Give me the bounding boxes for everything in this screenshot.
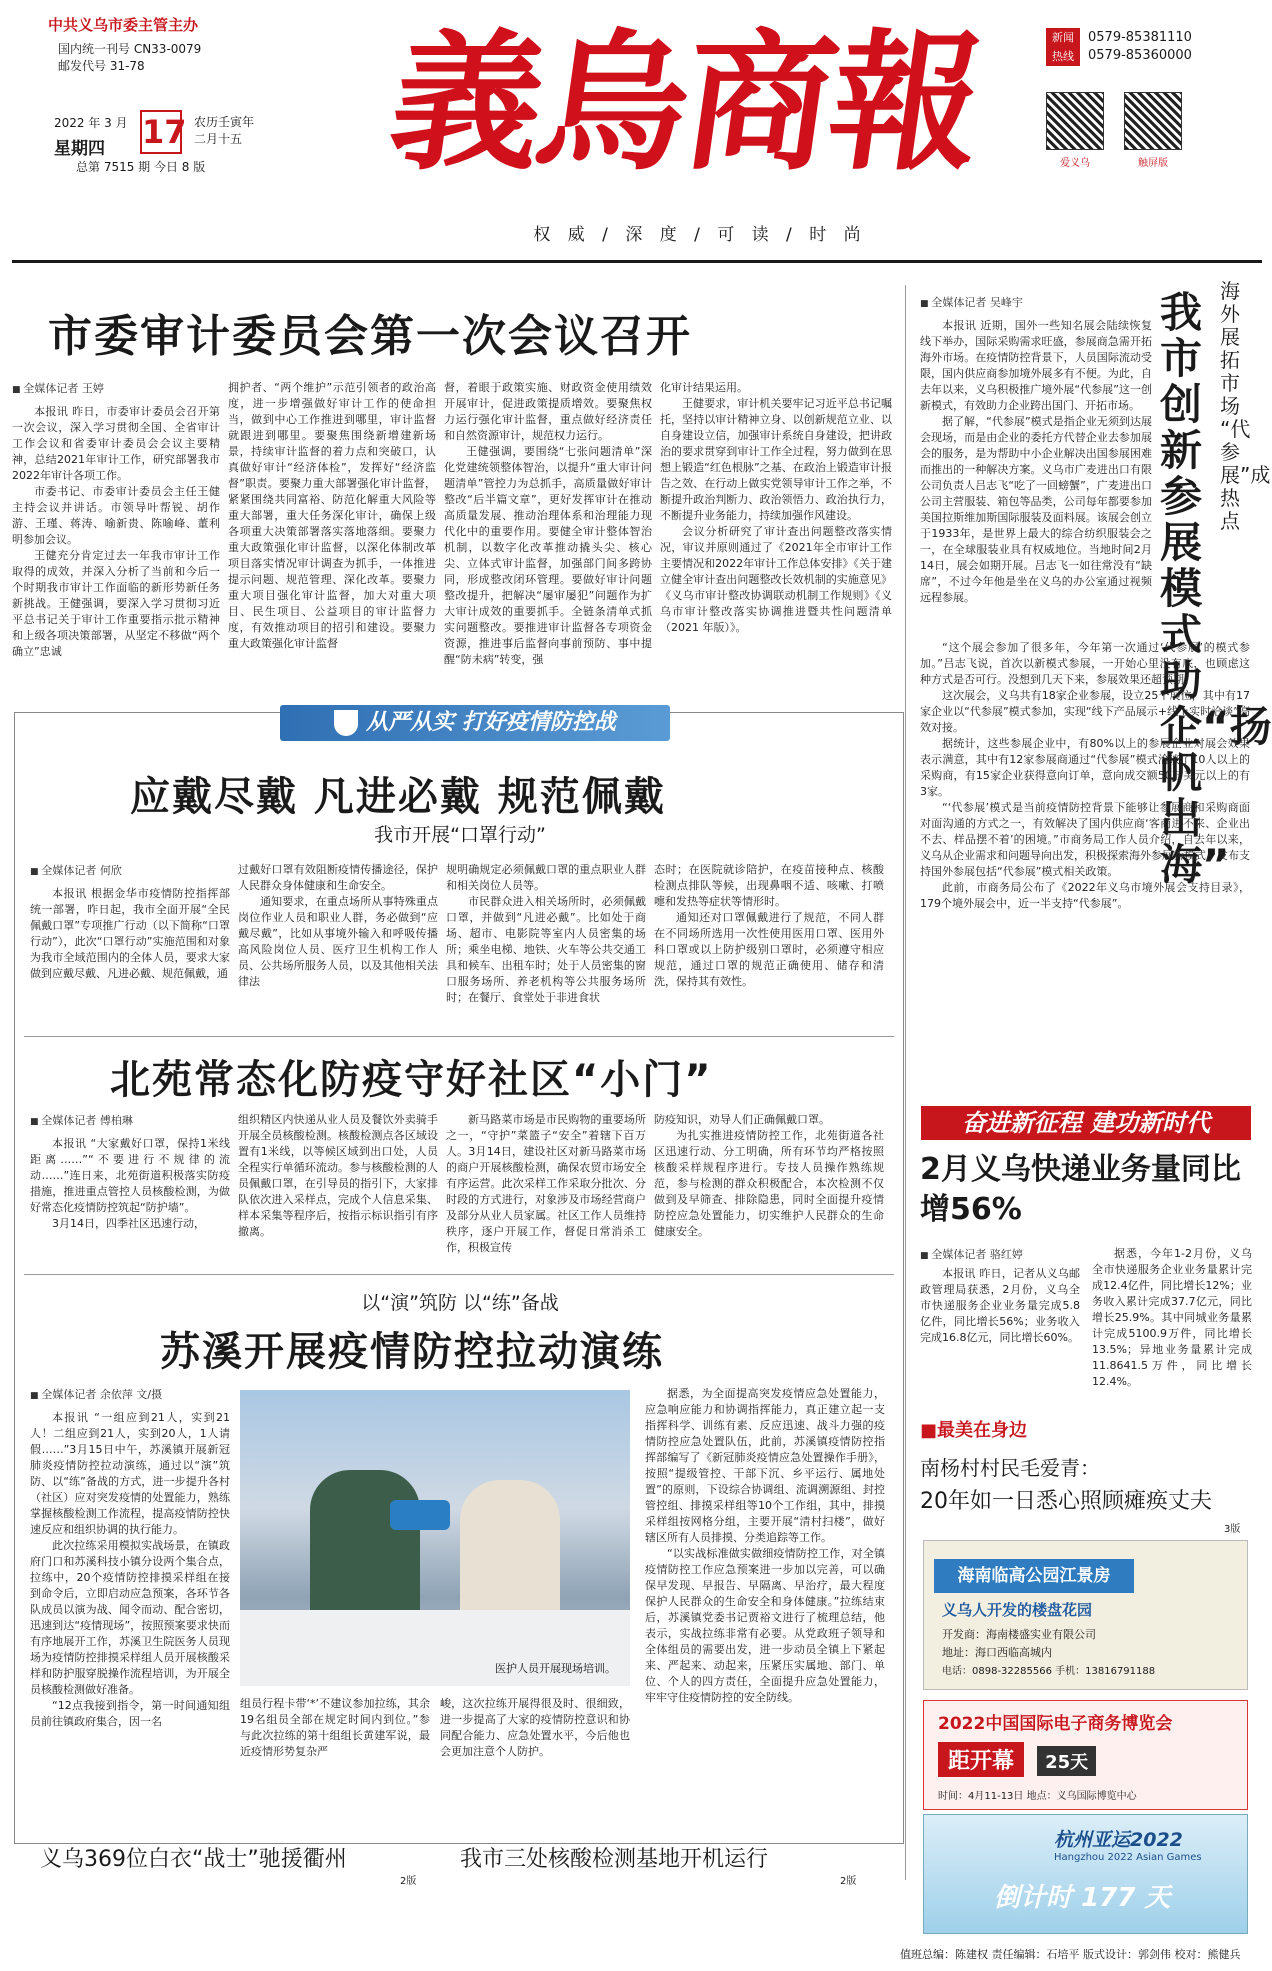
estate-addr: 地址：海口西临高城内: [942, 1646, 1052, 1659]
square-icon: ■: [920, 1420, 938, 1441]
link-right-page: 2版: [840, 1876, 857, 1887]
drill-col-3: 峻，这次拉练开展得很及时、很细致，进一步提高了大家的疫情防控意识和协同配合能力、应急处置水平，今后他也会更加注意个人防护。: [440, 1697, 630, 1758]
estate-title: 海南临高公园江景房: [934, 1559, 1134, 1593]
drill-subhead: 以“演”筑防 以“练”备战: [361, 1292, 559, 1314]
link-left[interactable]: 义乌369位白衣“战士”驰援衢州: [40, 1847, 347, 1872]
section-banner: 从严从实 打好疫情防控战: [280, 705, 670, 741]
expo-ad[interactable]: [923, 1700, 1248, 1810]
asian-sub: Hangzhou 2022 Asian Games: [1054, 1852, 1202, 1863]
slogan: 权 威 / 深 度 / 可 读 / 时 尚: [533, 225, 867, 245]
hotline-label: 新闻 热线: [1046, 28, 1080, 66]
qr-code-icon[interactable]: [1124, 92, 1182, 150]
qr-block-2[interactable]: 触屏版: [1124, 92, 1182, 169]
drill-col-1: ■ 全媒体记者 余依萍 文/摄 本报讯 “一组应到21人，实到21人！二组应到21人，实到20人，1人请假……”3月15日中午，苏溪镇开展新冠肺炎疫情防控拉动演练，通过以“演”筑防、以“练”备战的方式，进一步提升各村（社区）应对突发疫情的处置能力，熟练掌握核酸检测工作流程，提高疫情防控快速反应和组织协调的执行能力。 此次拉练采用模拟实战场景，在镇政府门口和苏溪科技小镇分设两个集合点，拉练中，20个疫情防控排摸采样组在接到命令后，立即启动应急预案，各环节各队成员以演为战、闻令而动、配合密切，迅速到达“疫情现场”，按照预案要求快而有序地展开工作，苏溪卫生院医务人员现场为疫情防控排摸采样组人员开展核酸采样和防护服穿脱操作流程培训，为开展全员核酸检测做好准备。 “12点我接到指令，第一时间通知组员前往镇政府集合，因一名: [30, 1386, 230, 1730]
right-kicker: 海外展拓市场 “代参展”成热点: [1220, 279, 1271, 533]
express-author: ■ 全媒体记者 骆红婷: [920, 1246, 1023, 1262]
lead-col-2: 拥护者、“两个维护”示范引领者的政治高度，进一步增强做好审计工作的使命担当，做到中心工作推进到哪里，审计监督就跟进到哪里。要聚焦围绕新增建新场景，持续审计监督的着力点和突破口，认真做好审计“经济体检”，发挥好“经济监督”职责。要聚力重大部署强化审计监督，紧紧围绕共同富裕、防范化解重大风险等重大部署，重大任务深化审计，确保上级各项重大决策部署落实落地落细。要聚力重大政策强化审计监督，以深化体制改革项目落实情况审计调查为抓手，一体推进提示问题、规范管理、深化改革。要聚力重大项目强化审计监督，加大对重大项目、民生项目、公益项目的审计监督力度，有效推动项目的招引和建设。要聚力重大政策强化审计监督: [228, 381, 436, 650]
lead-col-3: 督，着眼于政策实施、财政资金使用绩效开展审计，促进政策提质增效。要聚焦权力运行强化审计监督，重点做好经济责任和自然资源审计，规范权力运行。 王健强调，要围绕“七张问题清单”深化党建统领整体智治，以提升“重大审计问题清单”管控力为总抓手，高质量做好审计整改“后半篇文章”，更好发挥审计在推动高质量发展、推动治理体系和治理能力现代化中的重要作用。要健全审计整体智治机制，以数字化改革推动撬头尖、核心尖、立体式审计监督，加强部门间多跨协同，形成整改闭环管理。要做好审计问题整改提升，把解决“屡审屡犯”问题作为扩大审计成效的重要抓手。全链条清单式抓实问题整改。要推进审计监督各专项资金资源，推进事后监督向事前预防、事中提醒“防未病”转变，强: [444, 381, 652, 666]
right-body-2: “这个展会参加了很多年，今年第一次通过‘代参展’的模式参加。”吕志飞说，首次以新模式参展，一开始心里没有底，也顾虑这种方式是否可行。没想到几天下来，参展效果还超预期。 这次展会，义乌共有18家企业参展，设立25个展位，其中有17家企业以“代参展”模式参加，实现“线下产品展示+线上实时洽谈”高效对接。 据统计，这些参展企业中，有80%以上的参展企业对展会效果表示满意，其中有12家参展商通过“代参展”模式洽谈了10人以上的采购商，有15家企业获得意向订单，意向成交额50万美元以上的有3家。 “‘代参展’模式是当前疫情防控背景下能够让参展商和采购商面对面沟通的方式之一，有效解决了国内供应商‘客商进不来、企业出不去、样品摆不着’的困境。”市商务局工作人员介绍，自去年以来，义乌从企业需求和问题导向出发，积极探索海外参展新模式，发布支持国外参展包括“代参展”模式相关政策。 此前，市商务局公布了《2022年义乌市境外展会支持目录》，179个境外展会中，近一半支持“代参展”。: [920, 641, 1250, 910]
drill-photo: [240, 1390, 630, 1686]
drill-col-2: 组员行程卡带‘*’不建议参加拉练，其余19名组员全部在规定时间内到位。”参与此次拉练的第十组组长黄建军说，最近疫情形势复杂严: [240, 1697, 430, 1758]
divider: [24, 1036, 894, 1037]
beiyuan-col-2: 组织精区内快递从业人员及餐饮外卖骑手开展全员核酸检测。核酸检测点各区域设置有1米线，以等候区域到出口处，人员全程实行单循环流动。参与核酸检测的人员佩戴口罩，在引导员的指引下，大家排队依次进入采样点，完成个人信息采集、样本采集等程序后，按指示标识指引有序撤离。: [238, 1113, 438, 1238]
expo-date: 时间：4月11-13日 地点：义乌国际博览中心: [938, 1791, 1137, 1802]
mask-subhead: 我市开展“口罩行动”: [374, 824, 546, 846]
estate-sub: 义乌人开发的楼盘花园: [942, 1601, 1093, 1619]
asian-games-ad[interactable]: [923, 1814, 1248, 1934]
mask-headline[interactable]: 应戴尽戴 凡进必戴 规范佩戴: [130, 774, 666, 820]
newspaper-logo: 義烏商報: [380, 15, 990, 191]
estate-ad[interactable]: [923, 1540, 1248, 1690]
photo-caption: 医护人员开展现场培训。: [495, 1662, 616, 1675]
expo-label: 距开幕: [938, 1742, 1024, 1777]
date-box: [48, 108, 298, 174]
drill-headline[interactable]: 苏溪开展疫情防控拉动演练: [160, 1329, 664, 1375]
mask-col-2: 过戴好口罩有效阻断疫情传播途径，保护人民群众身体健康和生命安全。 通知要求，在重点场所从事特殊重点岗位作业人员和职业人群，务必做到“应戴尽戴”，比如从事境外输入和呼吸传播高风险岗位人员、医疗卫生机构工作人员、公共场所服务人员，以及其他相关法律法: [238, 863, 438, 988]
beiyuan-col-4: 防疫知识，劝导人们正确佩戴口罩。 为扎实推进疫情防控工作，北苑街道各社区迅速行动、分工明确，所有环节均严格按照核酸采样规程序进行。专技人员操作熟练规范，参与检测的群众积极配合，本次检测不仅做到及早筛查、排除隐患，同时全面提升疫情防控应急处置能力，切实维护人民群众的生命健康安全。: [654, 1113, 884, 1238]
lead-author: ■ 全媒体记者 王婷: [12, 380, 220, 396]
column-divider: [905, 285, 906, 1880]
right-author: ■ 全媒体记者 吴峰宇: [920, 294, 1023, 310]
slogan-strip: 奋进新征程 建功新时代: [921, 1106, 1251, 1140]
express-col-1: 本报讯 昨日，记者从义乌邮政管理局获悉，2月份，义乌全市快递服务企业业务量完成5.8亿件，同比增长56%；业务收入完成16.8亿元，同比增长60%。: [920, 1267, 1080, 1344]
express-col-2: 据悉，今年1-2月份，义乌全市快递服务企业业务量累计完成12.4亿件，同比增长12%；业务收入累计完成37.7亿元，同比增长25.9%。其中同城业务量累计完成5100.9万件，同比增长13.5%；异地业务量累计完成11.8641.5万件，同比增长12.4%。: [1092, 1247, 1252, 1388]
beauty-tag: ■最美在身边: [920, 1420, 1028, 1441]
beauty-line-1[interactable]: 南杨村村民毛爱青：: [920, 1456, 1100, 1480]
organizer: 中共义乌市委主管主办: [48, 16, 199, 34]
hotline-tel-1: 0579-85381110: [1088, 30, 1192, 45]
lunar-date: 农历壬寅年 二月十五: [194, 115, 255, 146]
megaphone-icon: [390, 1500, 450, 1530]
divider: [24, 1274, 894, 1275]
asian-title: 杭州亚运2022: [1054, 1829, 1183, 1851]
lead-col-1: ■ 全媒体记者 王婷 本报讯 昨日，市委审计委员会召开第一次会议，深入学习贯彻全国、全省审计工作会议和省委审计委员会会议主要精神，总结2021年审计工作，研究部署我市2022年审计各项工作。 市委书记、市委审计委员会主任王健主持会议并讲话。市领导叶帮锐、胡作游、王瑾、蒋涛、喻新贵、陈喻峰、董利明参加会议。 王健充分肯定过去一年我市审计工作取得的成效，并深入分析了当前和今后一个时期我市审计工作面临的新形势新任务新挑战。王健强调，要深入学习贯彻习近平总书记关于审计工作重要指示批示精神和上级各项决策部署，从坚定不移做“两个确立”忠诚: [12, 380, 220, 660]
footer-credits: 值班总编：陈建权 责任编辑：石培平 版式设计：郭剑伟 校对：熊健兵: [900, 1948, 1241, 1961]
masthead-info: [48, 14, 278, 75]
link-left-page: 2版: [400, 1876, 417, 1887]
estate-tel: 电话：0898-32285566 手机：13816791188: [942, 1666, 1156, 1677]
right-body: 本报讯 近期，国外一些知名展会陆续恢复线下举办，国际采购需求旺盛，参展商急需开拓海外市场。在疫情防控背景下，人员国际流动受限，国内供应商参加境外展多有不便。为此，自去年以来，义乌积极推广境外展“代参展”这一创新模式，有效助力企业跨出国门、开拓市场。 据了解，“代参展”模式是指企业无须到达展会现场，而是由企业的委托方代替企业去参加展会的服务，是为帮助中小企业解决出国参展困难而推出的一种解决方案。义乌市广麦进出口有限公司负责人吕志飞“吃了一回螃蟹”，广麦进出口公司主营服装、箱包等品类，公司每年都要参加美国拉斯维加斯国际服装及面料展。该展会创立于1933年，是世界上最大的综合纺织服装会之一，在全球服装业具有权威地位。当地时间2月14日，展会如期开展。吕志飞一如往常没有“缺席”，不过今年他是坐在义乌的办公室通过视频远程参展。: [920, 319, 1152, 604]
mask-col-4: 态时；在医院就诊陪护，在疫苗接种点、核酸检测点排队等候，出现鼻咽不适、咳嗽、打喷嚏和发热等症状等情形时。 通知还对口罩佩戴进行了规范，不同人群在不同场所选用一次性使用医用口罩、医用外科口罩或以上防护级别口罩时，必须遵守相应规范，通过口罩的规范正确使用、储存和清洗，保持其有效性。: [654, 863, 884, 988]
drill-col-4: 据悉，为全面提高突发疫情应急处置能力，应急响应能力和协调指挥能力，真正建立起一支指挥科学、训练有素、反应迅速、战斗力强的疫情防控应急处置队伍，此前，苏溪镇疫情防控指挥部编写了《新冠肺炎疫情应急处置操作手册》，按照“提级管控、干部下沉、乡平运行、属地处置”的原则，下设综合协调组、流调溯源组、封控管控组、排摸采样组等10个工作组，其中，排摸采样组按网格分组，主要开展“清村扫楼”，做好辖区所有人员排摸、分类追踪等工作。 “以实战标准做实做细疫情防控工作，对全镇疫情防控工作应急预案进一步加以完善，可以确保早发现、早报告、早隔离、早治疗，最大程度保护人民群众的生命安全和身体健康。”拉练结束后，苏溪镇党委书记贾裕文进行了梳理总结，他表示，实战拉练非常有必要。从党政班子领导和全体组员的需要出发，进一步动员全镇上下紧起来、严起来、动起来，压紧压实属地、部门、单位、个人的四方责任，全面提升应急处置能力，牢牢守住疫情防控的安全防线。: [645, 1387, 885, 1704]
masthead-rule: [12, 260, 1262, 263]
express-headline[interactable]: 2月义乌快递业务量同比增56%: [920, 1152, 1241, 1227]
cn-number: 国内统一刊号 CN33-0079: [58, 42, 202, 56]
expo-title: 2022中国国际电子商务博览会: [938, 1714, 1173, 1734]
beauty-page: 3版: [1224, 1524, 1241, 1535]
shield-icon: [334, 710, 358, 736]
beauty-line-2[interactable]: 20年如一日悉心照顾瘫痪丈夫: [920, 1489, 1212, 1514]
estate-dev: 开发商：海南楼盛实业有限公司: [942, 1628, 1096, 1641]
beiyuan-headline[interactable]: 北苑常态化防疫守好社区“小门”: [110, 1057, 713, 1103]
year-month: 2022 年 3 月: [54, 116, 128, 130]
expo-days: 25天: [1037, 1746, 1096, 1776]
day-number: 17: [140, 110, 182, 154]
issue-number: 总第 7515 期 今日 8 版: [76, 160, 206, 174]
right-headline[interactable]: 我市创新参展模式助企“扬帆出海”: [1160, 288, 1272, 889]
mask-col-3: 规明确规定必须佩戴口罩的重点职业人群和相关岗位人员等。 市民群众进入相关场所时，必须佩戴口罩，并做到“凡进必戴”。比如处于商场、超市、电影院等室内人员密集的场所；乘坐电梯、地铁、火车等公共交通工具和候车、出租车时；处于人员密集的窗口服务场所、养老机构等公共服务场所时；在餐厅、食堂处于非进食状: [446, 863, 646, 1004]
beiyuan-col-3: 新马路菜市场是市民购物的重要场所之一，“守护”菜篮子“安全”着辖下百万人。3月14日，建设社区对新马路菜市场的商户开展核酸检测，确保农贸市场安全有序运营。此次采样工作采取分批次、分时段的方式进行，对象涉及市场经营商户及部分从业人员家属。社区工作人员维持秩序，逐户开展工作，督促日常消杀工作，积极宣传: [446, 1113, 646, 1254]
asian-countdown: 倒计时 177 天: [994, 1883, 1171, 1913]
link-right[interactable]: 我市三处核酸检测基地开机运行: [460, 1847, 769, 1872]
qr-block-1[interactable]: 爱义乌: [1046, 92, 1104, 169]
weekday: 星期四: [54, 139, 105, 159]
postal-code: 邮发代号 31-78: [58, 59, 145, 73]
lead-col-4: 化审计结果运用。 王健要求，审计机关要牢记习近平总书记嘱托，坚持以审计精神立身、以创新规范立业、以自身建设立信，加强审计系统自身建设，把讲政治的要求贯穿到审计工作全过程，努力做到在思想上锻造“红色根脉”之基、在政治上锻造审计报告之效、在行动上做实党领导审计工作之举，不断提升政治判断力、政治领悟力、政治执行力，不断提升业务能力，持续加强作风建设。 会议分析研究了审计查出问题整改落实情况，审议并原则通过了《2021年全市审计工作主要情况和2022年审计工作总体安排》《关于建立健全审计查出问题整改长效机制的实施意见》《义乌市审计整改协调联动机制工作规则》《义乌市审计整改落实协调推进暨共性问题清单（2021 年版）》。: [660, 381, 892, 634]
beiyuan-col-1: ■ 全媒体记者 傅柏琳 本报讯 “大家戴好口罩，保持1米线距离……”“不要进行不规律的流动……”连日来，北苑街道积极落实防疫措施，推进重点管控人员核酸检测，为做好常态化疫情防控筑起“防护墙”。 3月14日，四季社区迅速行动，: [30, 1112, 230, 1232]
hotline-tel-2: 0579-85360000: [1088, 48, 1192, 63]
mask-col-1: ■ 全媒体记者 何欣 本报讯 根据金华市疫情防控指挥部统一部署，昨日起，我市全面开展“全民佩戴口罩”专项推广行动（以下简称“口罩行动”），此次“口罩行动”实施范围和对象为我市全域范围内的全体人员，要求大家做到应戴尽戴、凡进必戴、规范佩戴，通: [30, 862, 230, 982]
qr-code-icon[interactable]: [1046, 92, 1104, 150]
lead-headline[interactable]: 市委审计委员会第一次会议召开: [48, 311, 692, 362]
